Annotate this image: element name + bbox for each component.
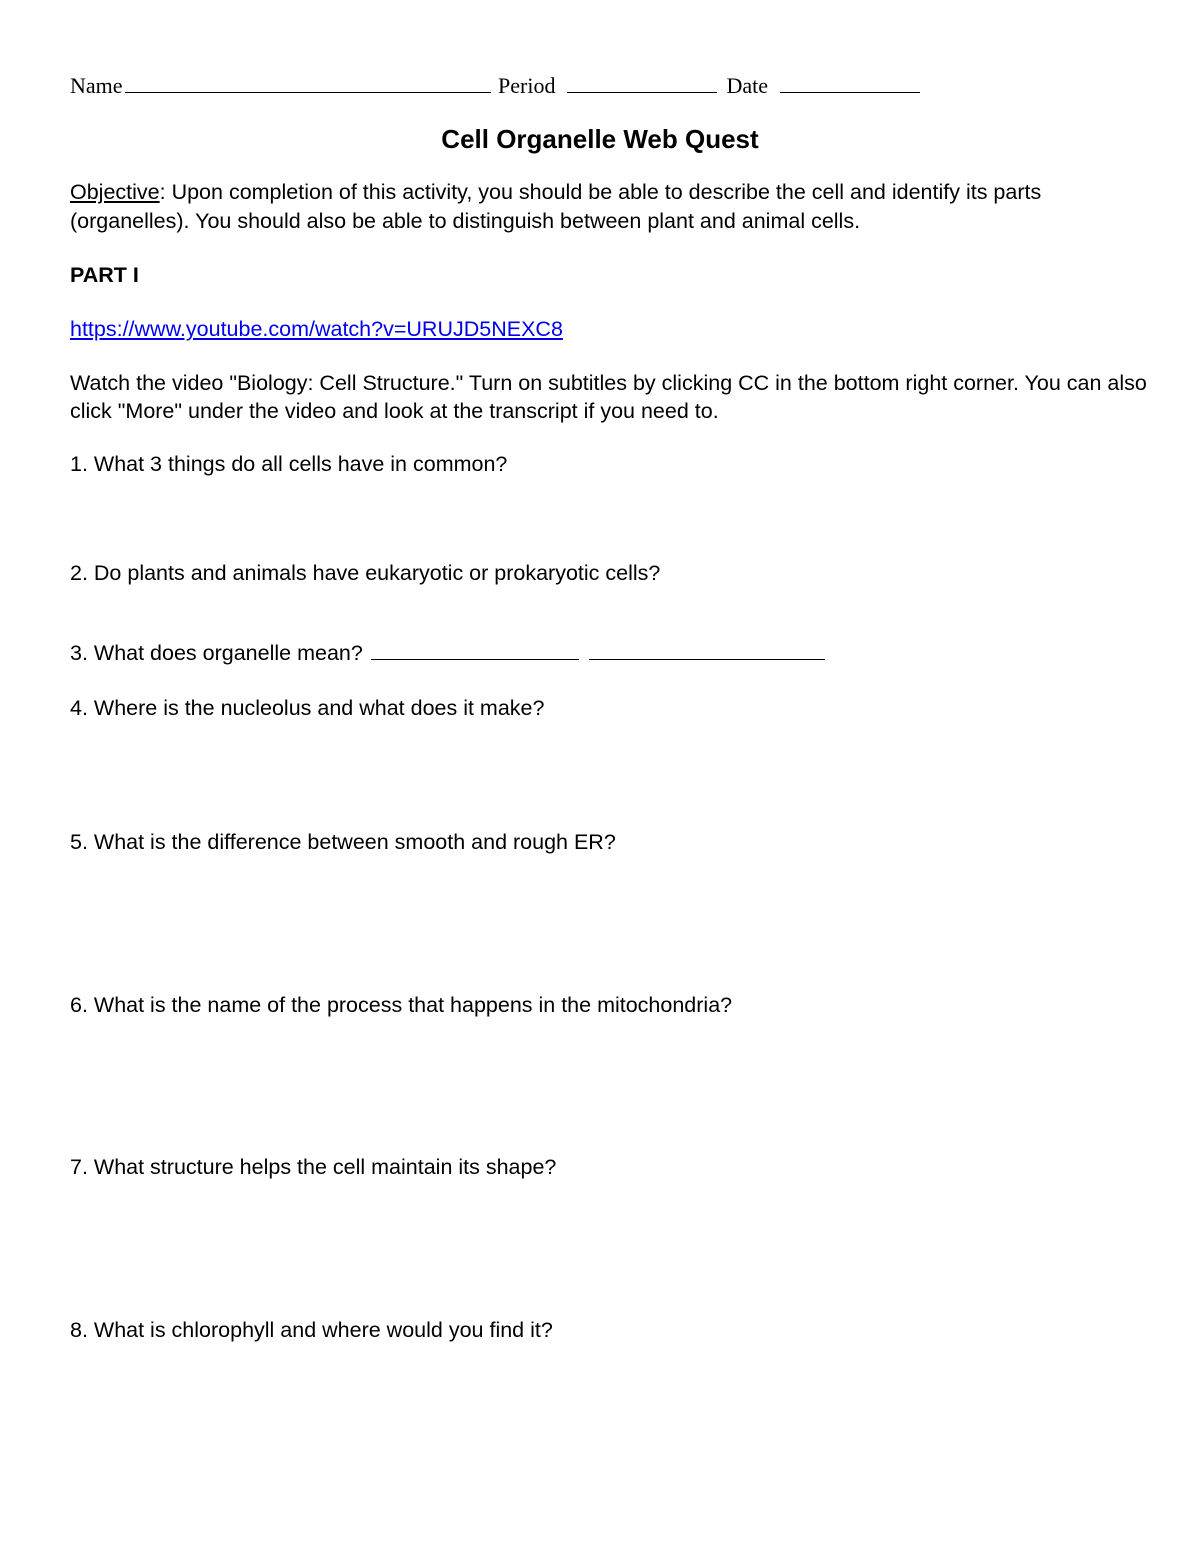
question-4: 4. Where is the nucleolus and what does it make? xyxy=(70,696,545,720)
question-6: 6. What is the name of the process that happens in the mitochondria? xyxy=(70,993,733,1017)
page-title: Cell Organelle Web Quest xyxy=(441,124,759,154)
question-8: 8. What is chlorophyll and where would you find it? xyxy=(70,1318,553,1342)
question-3-answer-blank-2[interactable] xyxy=(589,639,825,660)
name-label: Name xyxy=(70,73,123,98)
period-field[interactable] xyxy=(567,72,717,93)
student-info-header xyxy=(70,72,920,99)
question-7: 7. What structure helps the cell maintain its shape? xyxy=(70,1155,557,1179)
question-2: 2. Do plants and animals have eukaryotic or prokaryotic cells? xyxy=(70,561,661,585)
date-field[interactable] xyxy=(780,72,920,93)
question-3-text: 3. What does organelle mean? xyxy=(70,641,363,665)
video-link[interactable]: https://www.youtube.com/watch?v=URUJD5NEXC8 xyxy=(70,317,563,341)
instructions-paragraph: Watch the video "Biology: Cell Structure." Turn on subtitles by clicking CC in the bottom right corner. You can also click "More" under the video and look at the transcript if you need to. xyxy=(70,371,1147,423)
question-3 xyxy=(70,639,825,667)
objective-paragraph xyxy=(70,178,1130,236)
question-5: 5. What is the difference between smooth and rough ER? xyxy=(70,830,616,854)
part-heading: PART I xyxy=(70,263,139,287)
objective-text: : Upon completion of this activity, you should be able to describe the cell and identify its parts (organelles). You should also be able to distinguish between plant and animal cells. xyxy=(70,180,1042,233)
question-1: 1. What 3 things do all cells have in common? xyxy=(70,452,508,476)
objective-label: Objective xyxy=(70,180,160,204)
date-label: Date xyxy=(726,73,769,98)
name-field[interactable] xyxy=(125,72,491,93)
question-3-answer-blank-1[interactable] xyxy=(371,639,579,660)
period-label: Period xyxy=(498,73,556,98)
